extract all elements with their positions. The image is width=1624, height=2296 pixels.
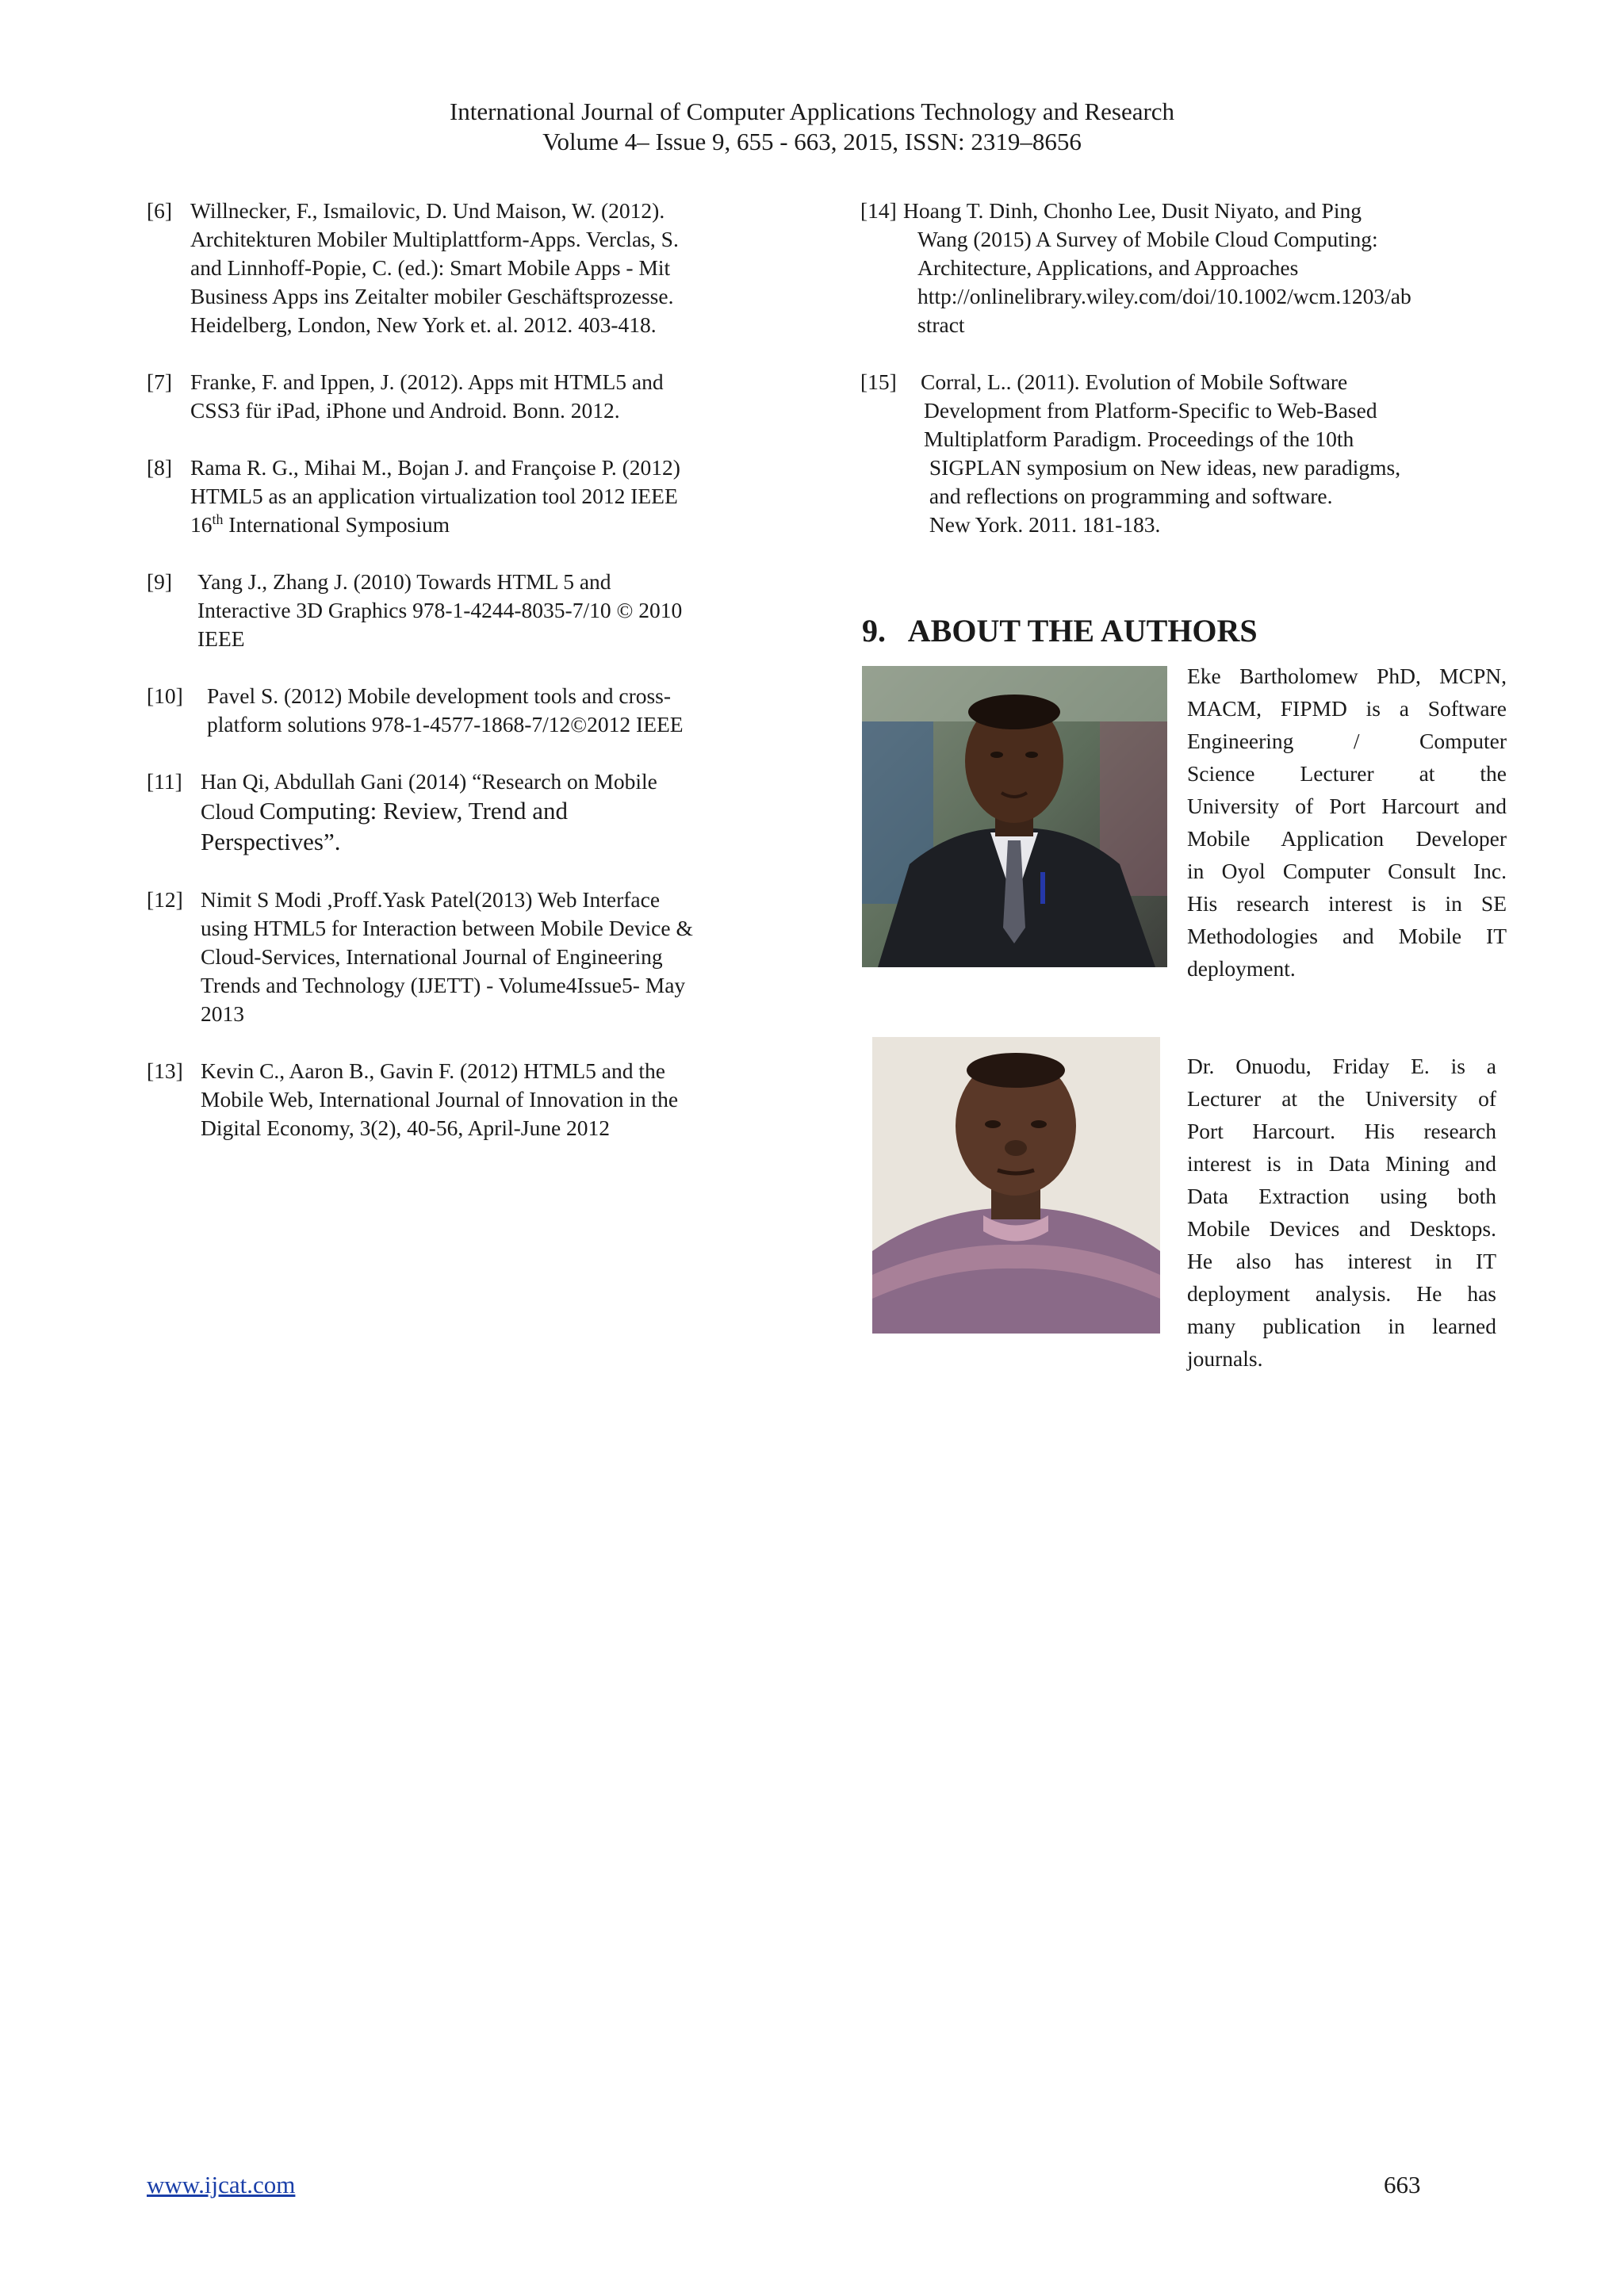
reference-line: stract xyxy=(917,312,965,337)
author-bio-line: Dr. Onuodu, Friday E. is a xyxy=(1187,1054,1496,1078)
reference-line: Architekturen Mobiler Multiplattform-Apps. Verclas, S. xyxy=(190,227,679,251)
author-bio-line: MACM, FIPMD is a Software xyxy=(1187,696,1507,721)
reference-8 xyxy=(147,453,781,539)
reference-9 xyxy=(147,568,781,653)
author-bio-line: Lecturer at the University of xyxy=(1187,1086,1496,1111)
reference-6 xyxy=(147,197,781,339)
author-bio-line: Engineering / Computer xyxy=(1187,729,1507,753)
reference-number: [8] xyxy=(147,455,173,480)
reference-11 xyxy=(147,767,781,857)
reference-line: Heidelberg, London, New York et. al. 2012. 403-418. xyxy=(190,312,657,337)
reference-line: and reflections on programming and software. xyxy=(924,484,1333,508)
reference-line: Yang J., Zhang J. (2010) Towards HTML 5 and xyxy=(197,569,611,594)
reference-line: SIGPLAN symposium on New ideas, new paradigms, xyxy=(924,455,1401,480)
reference-line: New York. 2011. 181-183. xyxy=(924,512,1161,537)
author-bio-line: Data Extraction using both xyxy=(1187,1184,1496,1208)
reference-number: [10] xyxy=(147,683,183,708)
author-2-photo xyxy=(872,1037,1160,1334)
reference-line: using HTML5 for Interaction between Mobile Device & xyxy=(201,916,693,940)
journal-volume-info: Volume 4– Issue 9, 655 - 663, 2015, ISSN: 2319–8656 xyxy=(542,128,1082,155)
reference-line xyxy=(190,511,781,539)
author-bio-line: He also has interest in IT xyxy=(1187,1249,1496,1273)
ordinal-number: 16 xyxy=(190,512,213,537)
reference-line: Perspectives”. xyxy=(201,828,341,855)
journal-title: International Journal of Computer Applications Technology and Research xyxy=(449,98,1175,125)
reference-line: Multiplatform Paradigm. Proceedings of the 10th xyxy=(924,427,1354,451)
reference-line: Interactive 3D Graphics 978-1-4244-8035-7/10 © 2010 xyxy=(197,598,683,622)
reference-line xyxy=(201,796,781,827)
reference-line: Trends and Technology (IJETT) - Volume4Issue5- May xyxy=(201,973,686,997)
section-title: 9. ABOUT THE AUTHORS xyxy=(862,613,1258,649)
reference-line: Mobile Web, International Journal of Innovation in the xyxy=(201,1087,679,1112)
reference-line: HTML5 as an application virtualization tool 2012 IEEE xyxy=(190,484,678,508)
ordinal-suffix: th xyxy=(212,511,224,527)
reference-line: Corral, L.. (2011). Evolution of Mobile Software xyxy=(921,369,1348,394)
reference-number: [14] xyxy=(860,198,897,223)
reference-line-rest: International Symposium xyxy=(223,512,450,537)
reference-number: [6] xyxy=(147,198,173,223)
author-bio-line: Port Harcourt. His research xyxy=(1187,1119,1496,1143)
author-1-bio xyxy=(1187,660,1507,985)
reference-line: Architecture, Applications, and Approaches xyxy=(917,255,1299,280)
reference-line: Digital Economy, 3(2), 40-56, April-June 2012 xyxy=(201,1115,611,1140)
reference-line: Kevin C., Aaron B., Gavin F. (2012) HTML5 and the xyxy=(201,1058,665,1083)
reference-number: [11] xyxy=(147,769,182,794)
reference-line: platform solutions 978-1-4577-1868-7/12©2012 IEEE xyxy=(207,712,684,737)
author-bio-line: Methodologies and Mobile IT xyxy=(1187,924,1507,948)
author-bio-line: journals. xyxy=(1187,1346,1263,1371)
reference-7 xyxy=(147,368,781,425)
reference-line: Franke, F. and Ippen, J. (2012). Apps mit HTML5 and xyxy=(190,369,664,394)
author-2-portrait-image xyxy=(872,1037,1160,1334)
reference-line: Pavel S. (2012) Mobile development tools and cross- xyxy=(207,683,672,708)
author-bio-line: in Oyol Computer Consult Inc. xyxy=(1187,859,1507,883)
reference-13 xyxy=(147,1057,781,1142)
reference-line: and Linnhoff-Popie, C. (ed.): Smart Mobile Apps - Mit xyxy=(190,255,671,280)
reference-line: Business Apps ins Zeitalter mobiler Geschäftsprozesse. xyxy=(190,284,674,308)
reference-number: [7] xyxy=(147,369,173,394)
author-bio-line: interest is in Data Mining and xyxy=(1187,1151,1496,1176)
reference-line: http://onlinelibrary.wiley.com/doi/10.1002/wcm.1203/ab xyxy=(917,284,1411,308)
author-bio-line: Science Lecturer at the xyxy=(1187,761,1507,786)
reference-line: Nimit S Modi ,Proff.Yask Patel(2013) Web Interface xyxy=(201,887,661,912)
reference-number: [12] xyxy=(147,887,183,912)
reference-line: Cloud-Services, International Journal of Engineering xyxy=(201,944,663,969)
journal-website-link[interactable]: www.ijcat.com xyxy=(147,2171,296,2198)
reference-line: Wang (2015) A Survey of Mobile Cloud Computing: xyxy=(917,227,1378,251)
reference-line: Willnecker, F., Ismailovic, D. Und Maison, W. (2012). xyxy=(190,198,665,223)
reference-line: Hoang T. Dinh, Chonho Lee, Dusit Niyato, and Ping xyxy=(903,198,1362,223)
reference-10 xyxy=(147,682,781,739)
reference-line: IEEE xyxy=(197,626,245,651)
references-left-column xyxy=(147,197,781,1171)
page-number: 663 xyxy=(1384,2171,1421,2198)
author-1-photo xyxy=(862,666,1167,967)
reference-line-part: Cloud xyxy=(201,799,260,824)
reference-line-part: Computing: Review, Trend and xyxy=(259,797,569,825)
reference-line: Han Qi, Abdullah Gani (2014) “Research on Mobile xyxy=(201,769,657,794)
references-right-column xyxy=(860,197,1495,568)
reference-number: [13] xyxy=(147,1058,183,1083)
reference-line: Rama R. G., Mihai M., Bojan J. and Françoise P. (2012) xyxy=(190,455,680,480)
reference-line: Development from Platform-Specific to Web-Based xyxy=(924,398,1377,423)
reference-number: [9] xyxy=(147,569,173,594)
author-bio-line: His research interest is in SE xyxy=(1187,891,1507,916)
author-bio-line: Mobile Application Developer xyxy=(1187,826,1507,851)
reference-line: CSS3 für iPad, iPhone und Android. Bonn. 2012. xyxy=(190,398,620,423)
reference-number: [15] xyxy=(860,369,897,394)
reference-14 xyxy=(860,197,1495,339)
author-bio-line: Mobile Devices and Desktops. xyxy=(1187,1216,1496,1241)
reference-15 xyxy=(860,368,1495,539)
reference-line: 2013 xyxy=(201,1001,244,1026)
reference-12 xyxy=(147,886,781,1028)
author-2-bio xyxy=(1187,1050,1496,1375)
author-bio-line: deployment. xyxy=(1187,956,1296,981)
author-bio-line: many publication in learned xyxy=(1187,1314,1496,1338)
author-bio-line: University of Port Harcourt and xyxy=(1187,794,1507,818)
author-bio-line: Eke Bartholomew PhD, MCPN, xyxy=(1187,664,1507,688)
author-1-portrait-image xyxy=(862,666,1167,967)
author-bio-line: deployment analysis. He has xyxy=(1187,1281,1496,1306)
